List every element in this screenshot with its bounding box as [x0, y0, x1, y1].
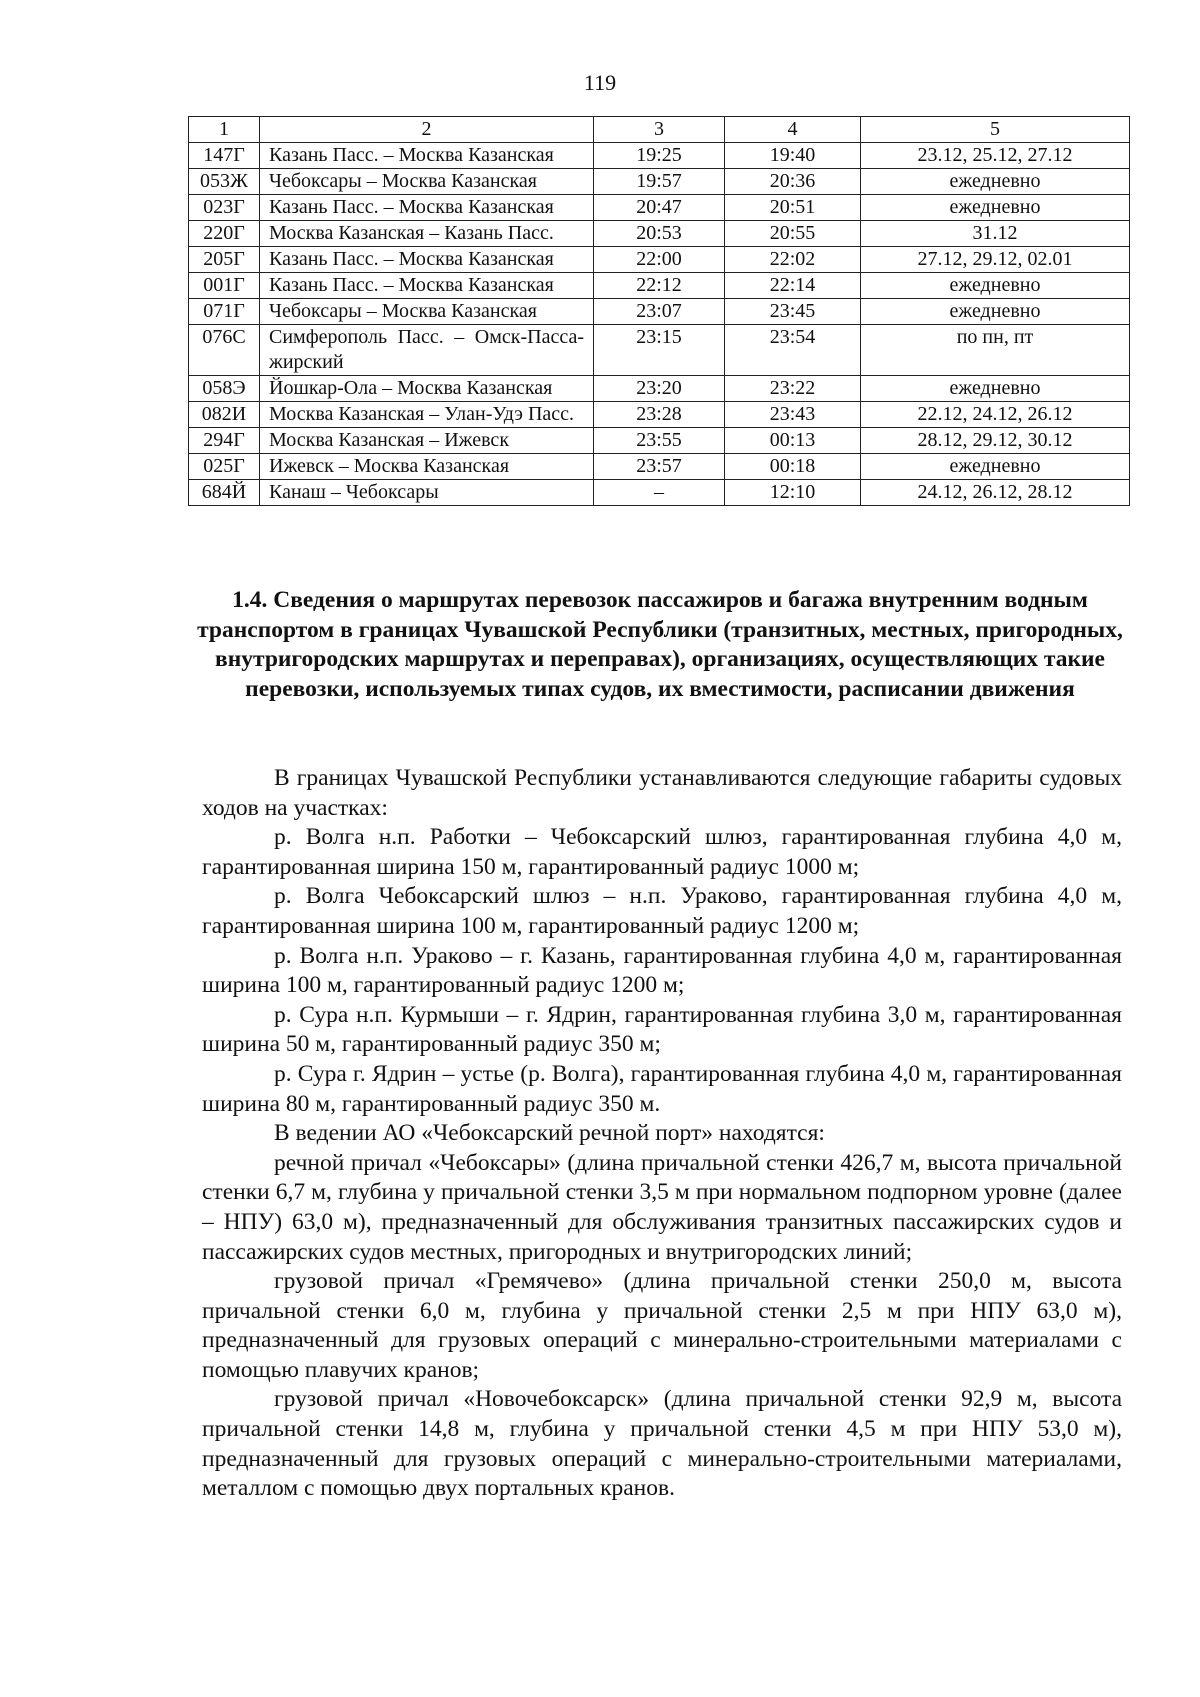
time-cell-col4: 20:55 [725, 221, 861, 247]
time-cell-col4: 20:51 [725, 195, 861, 221]
body-paragraph: р. Волга Чебоксарский шлюз – н.п. Ураково, гарантированная глубина 4,0 м, гарантированная ширина 100 м, гарантированный радиус 1200 м; [202, 883, 1122, 939]
route-cell: Казань Пасс. – Москва Казанская [260, 273, 594, 299]
body-paragraph: грузовой причал «Новочебоксарск» (длина причальной стенки 92,9 м, высота причальной стенки 14,8 м, глубина у причальной стенки 4,5 м при НПУ 53,0 м), предназначенный для грузовых операций с минерально-строительными материалами, металлом с помощью двух портальных кранов. [202, 1386, 1122, 1502]
train-number-cell: 294Г [189, 428, 260, 454]
table-row [189, 143, 1130, 169]
train-number-cell: 023Г [189, 195, 260, 221]
body-paragraph: р. Сура н.п. Курмыши – г. Ядрин, гарантированная глубина 3,0 м, гарантированная ширина 50 м, гарантированный радиус 350 м; [202, 1001, 1122, 1058]
route-cell: Чебоксары – Москва Казанская [260, 299, 594, 325]
train-number-cell: 025Г [189, 454, 260, 480]
time-cell-col3: 20:53 [594, 221, 725, 247]
route-cell: Ижевск – Москва Казанская [260, 454, 594, 480]
route-cell: Казань Пасс. – Москва Казанская [260, 195, 594, 221]
body-paragraph: р. Волга н.п. Ураково – г. Казань, гарантированная глубина 4,0 м, гарантированная ширина 100 м, гарантированный радиус 1200 м; [202, 942, 1122, 999]
column-header-4: 4 [725, 117, 861, 143]
table-row [189, 428, 1130, 454]
page-number: 119 [583, 70, 617, 95]
time-cell-col4: 12:10 [725, 480, 861, 506]
days-cell: 24.12, 26.12, 28.12 [861, 480, 1130, 506]
time-cell-col4: 22:02 [725, 247, 861, 273]
column-header-1: 1 [189, 117, 260, 143]
route-cell: Йошкар-Ола – Москва Казанская [260, 376, 594, 402]
section-body [202, 764, 1122, 1504]
days-cell: 23.12, 25.12, 27.12 [861, 143, 1130, 169]
table-row [189, 325, 1130, 376]
time-cell-col3: 20:47 [594, 195, 725, 221]
table-header-row [189, 117, 1130, 143]
route-cell: Москва Казанская – Улан-Удэ Пасс. [260, 402, 594, 428]
days-cell: 28.12, 29.12, 30.12 [861, 428, 1130, 454]
time-cell-col3: 22:12 [594, 273, 725, 299]
time-cell-col3: 23:07 [594, 299, 725, 325]
route-cell: Москва Казанская – Казань Пасс. [260, 221, 594, 247]
train-number-cell: 001Г [189, 273, 260, 299]
time-cell-col3: 23:55 [594, 428, 725, 454]
table-row [189, 454, 1130, 480]
time-cell-col3: 19:57 [594, 169, 725, 195]
days-cell: ежедневно [861, 195, 1130, 221]
route-cell: Симферополь Пасс. – Омск-Пассажирский [260, 325, 594, 376]
body-paragraph: р. Сура г. Ядрин – устье (р. Волга), гарантированная глубина 4,0 м, гарантированная ширина 80 м, гарантированный радиус 350 м. [202, 1060, 1122, 1117]
route-cell: Москва Казанская – Ижевск [260, 428, 594, 454]
train-number-cell: 076С [189, 325, 260, 376]
days-cell: ежедневно [861, 169, 1130, 195]
column-header-2: 2 [260, 117, 594, 143]
time-cell-col3: – [594, 480, 725, 506]
train-schedule-table [188, 116, 1130, 506]
days-cell: 27.12, 29.12, 02.01 [861, 247, 1130, 273]
days-cell: ежедневно [861, 376, 1130, 402]
body-paragraph: В границах Чувашской Республики устанавливаются следующие габариты судовых ходов на участках: [202, 765, 1122, 821]
table-row [189, 376, 1130, 402]
route-cell: Чебоксары – Москва Казанская [260, 169, 594, 195]
route-cell: Казань Пасс. – Москва Казанская [260, 143, 594, 169]
table-row [189, 195, 1130, 221]
time-cell-col4: 22:14 [725, 273, 861, 299]
time-cell-col4: 00:13 [725, 428, 861, 454]
route-cell: Канаш – Чебоксары [260, 480, 594, 506]
table-row [189, 480, 1130, 506]
time-cell-col3: 23:57 [594, 454, 725, 480]
body-paragraph: грузовой причал «Гремячево» (длина причальной стенки 250,0 м, высота причальной стенки 6,0 м, глубина у причальной стенки 2,5 м при НПУ 63,0 м), предназначенный для грузовых операций с минерально-строительными материалами с помощью плавучих кранов; [202, 1268, 1122, 1383]
train-number-cell: 220Г [189, 221, 260, 247]
time-cell-col4: 23:45 [725, 299, 861, 325]
days-cell: ежедневно [861, 299, 1130, 325]
days-cell: по пн, пт [861, 325, 1130, 376]
train-number-cell: 205Г [189, 247, 260, 273]
table-row [189, 169, 1130, 195]
column-header-3: 3 [594, 117, 725, 143]
column-header-5: 5 [861, 117, 1130, 143]
body-paragraph: речной причал «Чебоксары» (длина причальной стенки 426,7 м, высота причальной стенки 6,7 м, глубина у причальной стенки 3,5 м при нормальном подпорном уровне (далее – НПУ) 63,0 м), предназначенный для обслуживания транзитных пассажирских судов и пассажирских судов местных, пригородных и внутригородских линий; [202, 1149, 1122, 1265]
time-cell-col4: 19:40 [725, 143, 861, 169]
days-cell: ежедневно [861, 273, 1130, 299]
time-cell-col4: 23:43 [725, 402, 861, 428]
time-cell-col3: 23:28 [594, 402, 725, 428]
time-cell-col3: 23:20 [594, 376, 725, 402]
days-cell: ежедневно [861, 454, 1130, 480]
train-number-cell: 147Г [189, 143, 260, 169]
time-cell-col3: 19:25 [594, 143, 725, 169]
time-cell-col4: 23:22 [725, 376, 861, 402]
time-cell-col3: 23:15 [594, 325, 725, 376]
days-cell: 31.12 [861, 221, 1130, 247]
body-paragraph: В ведении АО «Чебоксарский речной порт» находятся: [274, 1120, 825, 1147]
train-number-cell: 071Г [189, 299, 260, 325]
days-cell: 22.12, 24.12, 26.12 [861, 402, 1130, 428]
time-cell-col4: 00:18 [725, 454, 861, 480]
train-number-cell: 053Ж [189, 169, 260, 195]
table-row [189, 221, 1130, 247]
time-cell-col3: 22:00 [594, 247, 725, 273]
route-cell: Казань Пасс. – Москва Казанская [260, 247, 594, 273]
body-paragraph: р. Волга н.п. Работки – Чебоксарский шлюз, гарантированная глубина 4,0 м, гарантированная ширина 150 м, гарантированный радиус 1000 м; [202, 824, 1122, 880]
section-heading: 1.4. Сведения о маршрутах перевозок пассажиров и багажа внутренним водным транспортом в границах Чувашской Республики (транзитных, местных, пригородных, внутригородских маршрутах и переправах), организациях, осуществляющих такие перевозки, используемых типах судов, их вместимости, расписании движения [197, 587, 1123, 702]
table-row [189, 273, 1130, 299]
table-row [189, 299, 1130, 325]
time-cell-col4: 23:54 [725, 325, 861, 376]
train-number-cell: 082И [189, 402, 260, 428]
train-number-cell: 058Э [189, 376, 260, 402]
time-cell-col4: 20:36 [725, 169, 861, 195]
table-row [189, 402, 1130, 428]
train-number-cell: 684Й [189, 480, 260, 506]
table-row [189, 247, 1130, 273]
